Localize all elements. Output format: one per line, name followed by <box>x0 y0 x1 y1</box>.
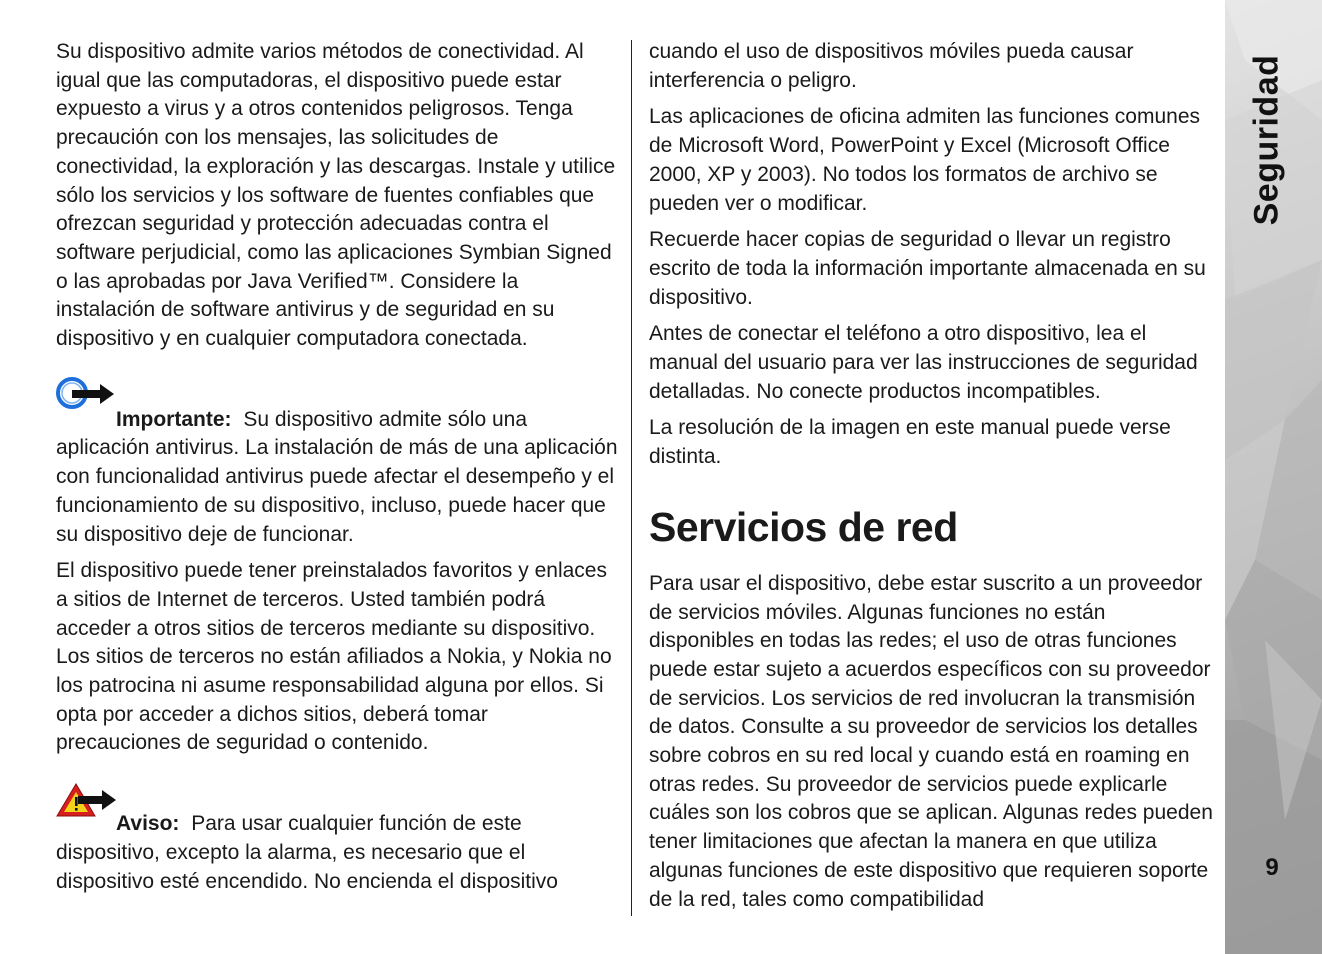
section-sidebar <box>1225 0 1322 954</box>
warning-note <box>56 810 618 896</box>
section-title-text: Seguridad <box>1247 54 1286 226</box>
resolution-paragraph: La resolución de la imagen en este manual puede verse distinta. <box>649 416 1171 469</box>
column-divider <box>631 40 632 916</box>
important-note-icon <box>54 376 116 416</box>
important-text: Su dispositivo admite sólo una aplicación antivirus. La instalación de más de una aplicación con funcionalidad antivirus puede afectar el desempeño y el funcionamiento de su dispositivo, incluso, puede hacer que su dispositivo deje de funcionar. <box>56 407 618 546</box>
connect-paragraph: Antes de conectar el teléfono a otro dispositivo, lea el manual del usuario para ver las instrucciones de seguridad detalladas. No conecte productos incompatibles. <box>649 322 1198 403</box>
important-label: Importante: <box>116 407 232 431</box>
third-party-paragraph: El dispositivo puede tener preinstalados favoritos y enlaces a sitios de Internet de terceros. Usted también podrá acceder a otros sitios de terceros mediante su dispositivo. Los sitios de terceros no están afiliados a Nokia, y Nokia no los patrocina ni asume responsabilidad alguna por ellos. Si opta por acceder a dichos sitios, deberá tomar precauciones de seguridad o contenido. <box>56 559 612 755</box>
left-column <box>56 38 618 904</box>
warning-icon <box>54 780 116 820</box>
important-note <box>56 406 618 550</box>
section-heading: Servicios de red <box>649 503 958 550</box>
warning-text: Para usar cualquier función de este dispositivo, excepto la alarma, es necesario que el dispositivo esté encendido. No encienda el dispositivo <box>56 812 558 893</box>
section-title-vertical <box>1237 40 1297 240</box>
intro-paragraph: Su dispositivo admite varios métodos de conectividad. Al igual que las computadoras, el dispositivo puede estar expuesto a virus y a otros contenidos peligrosos. Tenga precaución con los mensajes, las solicitudes de conectividad, la exploración y las descargas. Instale y utilice sólo los servicios y los software de fuentes confiables que ofrezcan seguridad y protección adecuadas contra el software perjudicial, como las aplicaciones Symbian Signed o las aprobadas por Java Verified™. Considere la instalación de software antivirus y de seguridad en su dispositivo y en cualquier computadora conectada. <box>56 40 616 351</box>
right-column <box>649 38 1213 922</box>
network-paragraph: Para usar el dispositivo, debe estar suscrito a un proveedor de servicios móviles. Algunas funciones no están disponibles en todas las redes; el uso de otras funciones puede estar sujeto a acuerdos específicos con su proveedor de servicios. Los servicios de red involucran la transmisión de datos. Consulte a su proveedor de servicios los detalles sobre cobros en su red local y cuando está en roaming en otras redes. Su proveedor de servicios puede explicarle cuáles son los cobros que se aplican. Algunas redes pueden tener limitaciones que afectan la manera en que utiliza algunas funciones de este dispositivo que requieren soporte de la red, tales como compatibilidad <box>649 571 1213 911</box>
backup-paragraph: Recuerde hacer copias de seguridad o llevar un registro escrito de toda la información importante almacenada en su dispositivo. <box>649 228 1206 309</box>
page-number: 9 <box>1265 854 1279 881</box>
office-paragraph: Las aplicaciones de oficina admiten las funciones comunes de Microsoft Word, PowerPoint y Excel (Microsoft Office 2000, XP y 2003). No todos los formatos de archivo se pueden ver o modificar. <box>649 105 1200 215</box>
continued-paragraph: cuando el uso de dispositivos móviles pueda causar interferencia o peligro. <box>649 40 1134 92</box>
warning-label: Aviso: <box>116 812 180 836</box>
